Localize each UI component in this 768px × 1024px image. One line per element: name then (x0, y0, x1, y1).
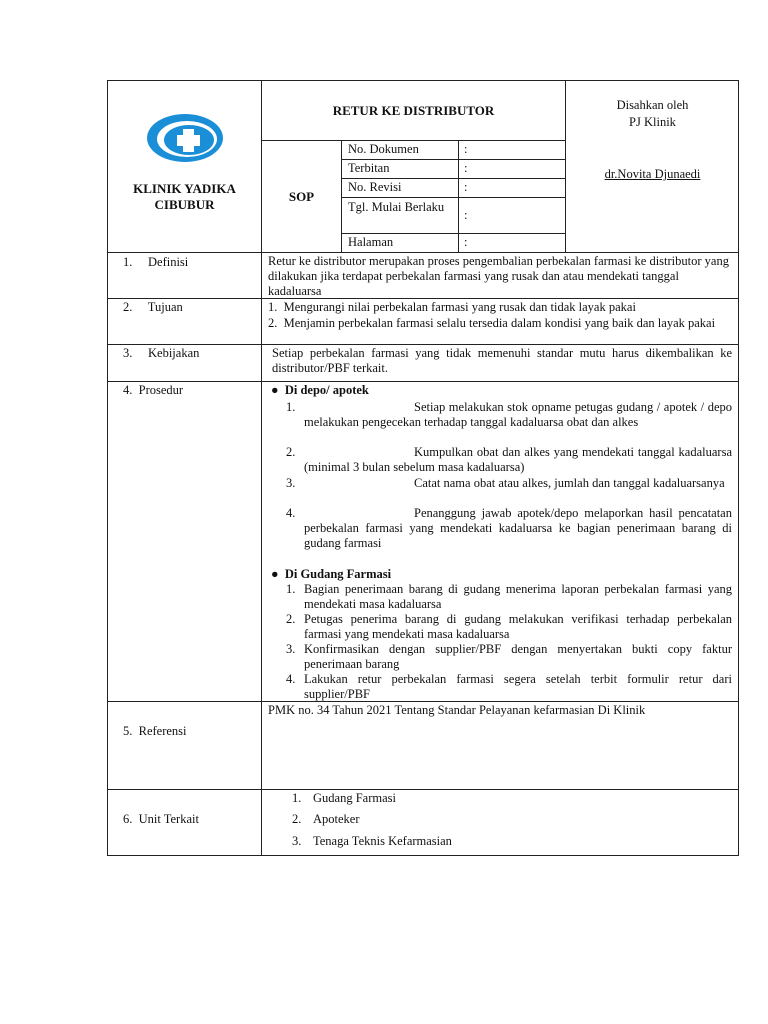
unit-num-1: 1. (292, 791, 302, 805)
meta-label-halaman: Halaman (348, 235, 394, 249)
tujuan-item-2: 2. Menjamin perbekalan farmasi selalu tersedia dalam kondisi yang baik dan layak pakai (268, 316, 716, 330)
meta-value-tgl-mulai: : (464, 208, 468, 222)
meta-row-line-1 (341, 159, 565, 160)
label-unit-terkait: 6. Unit Terkait (123, 812, 199, 826)
prosedur-g2-num-2: 2. (286, 612, 296, 626)
prosedur-g2-num-1: 1. (286, 582, 296, 596)
label-prosedur: 4. Prosedur (123, 383, 184, 397)
prosedur-g2-text-2: Petugas penerima barang di gudang melakukan verifikasi terhadap perbekalan farmasi yang mendekati masa kadaluarsa (304, 612, 732, 641)
unit-num-2: 2. (292, 812, 302, 826)
sop-label: SOP (288, 189, 315, 204)
prosedur-g1-text-1: Setiap melakukan stok opname petugas gudang / apotek / depo melakukan pengecekan terhadap tanggal kadaluarsa obat dan alkes (304, 400, 732, 429)
clinic-name: KLINIK YADIKA CIBUBUR (133, 181, 236, 212)
kebijakan-text: Setiap perbekalan farmasi yang tidak memenuhi standar mutu harus dikembalikan ke distributor/PBF terkait. (272, 346, 732, 375)
unit-text-1: Gudang Farmasi (313, 791, 396, 805)
meta-label-no-revisi: No. Revisi (348, 180, 402, 194)
body-label-divider (261, 252, 262, 856)
prosedur-g1-num-1: 1. (286, 400, 296, 414)
prosedur-g2-text-3: Konfirmasikan dengan supplier/PBF dengan menyertakan bukti copy faktur penerimaan barang (304, 642, 732, 671)
meta-value-halaman: : (464, 235, 468, 249)
bullet-icon: ● (271, 383, 279, 397)
label-tujuan: 2. Tujuan (123, 300, 183, 314)
sop-body-table (107, 252, 739, 856)
label-kebijakan: 3. Kebijakan (123, 346, 200, 360)
bullet-icon: ● (271, 567, 279, 581)
unit-num-3: 3. (292, 834, 302, 848)
prosedur-group1-title (271, 383, 369, 398)
approval-role: PJ Klinik (629, 115, 676, 129)
prosedur-g2-num-4: 4. (286, 672, 296, 686)
prosedur-g2-text-4: Lakukan retur perbekalan farmasi segera setelah terbit formulir retur dari supplier/PBF (304, 672, 732, 701)
tujuan-item-1: 1. Mengurangi nilai perbekalan farmasi yang rusak dan tidak layak pakai (268, 300, 636, 314)
prosedur-g2-text-1: Bagian penerimaan barang di gudang menerima laporan perbekalan farmasi yang mendekati masa kadaluarsa (304, 582, 732, 611)
doc-title: RETUR KE DISTRIBUTOR (332, 102, 495, 118)
clinic-logo-icon (144, 112, 226, 164)
prosedur-g1-text-3: Catat nama obat atau alkes, jumlah dan tanggal kadaluarsanya (414, 476, 725, 490)
prosedur-group2-title (271, 567, 391, 582)
row-line-2 (107, 344, 739, 345)
definisi-text: Retur ke distributor merupakan proses pengembalian perbekalan farmasi ke distributor yang dilakukan jika terdapat perbekalan farmasi yang rusak dan atau mendekati tanggal kadaluarsa (268, 254, 729, 298)
unit-text-2: Apoteker (313, 812, 360, 826)
meta-label-tgl-mulai: Tgl. Mulai Berlaku (348, 200, 445, 214)
prosedur-g1-num-3: 3. (286, 476, 296, 490)
prosedur-g1-text-2: Kumpulkan obat dan alkes yang mendekati tanggal kadaluarsa (minimal 3 bulan sebelum masa kadaluarsa) (304, 445, 732, 474)
meta-label-no-dokumen: No. Dokumen (348, 142, 419, 156)
prosedur-g1-num-2: 2. (286, 445, 296, 459)
referensi-text: PMK no. 34 Tahun 2021 Tentang Standar Pelayanan kefarmasian Di Klinik (268, 703, 646, 717)
group1-title-text: Di depo/ apotek (284, 383, 369, 397)
meta-value-no-revisi: : (464, 180, 468, 194)
meta-row-line-3 (341, 197, 565, 198)
meta-value-no-dokumen: : (464, 142, 468, 156)
approver-name: dr.Novita Djunaedi (604, 167, 701, 181)
row-line-5 (107, 789, 739, 790)
meta-value-terbitan: : (464, 161, 468, 175)
approval-by: Disahkan oleh (616, 98, 689, 112)
group2-title-text: Di Gudang Farmasi (284, 567, 392, 581)
label-definisi: 1. Definisi (123, 255, 189, 269)
row-line-3 (107, 381, 739, 382)
meta-row-line-2 (341, 178, 565, 179)
unit-text-3: Tenaga Teknis Kefarmasian (313, 834, 452, 848)
prosedur-g1-num-4: 4. (286, 506, 296, 520)
prosedur-g1-text-4: Penanggung jawab apotek/depo melaporkan hasil pencatatan perbekalan farmasi yang mendekati kadaluarsa ke bagian penerimaan barang di gudang farmasi (304, 506, 732, 550)
prosedur-g2-num-3: 3. (286, 642, 296, 656)
label-referensi: 5. Referensi (123, 724, 187, 738)
meta-label-terbitan: Terbitan (348, 161, 390, 175)
approval-block (566, 97, 739, 131)
meta-row-line-4 (341, 233, 565, 234)
